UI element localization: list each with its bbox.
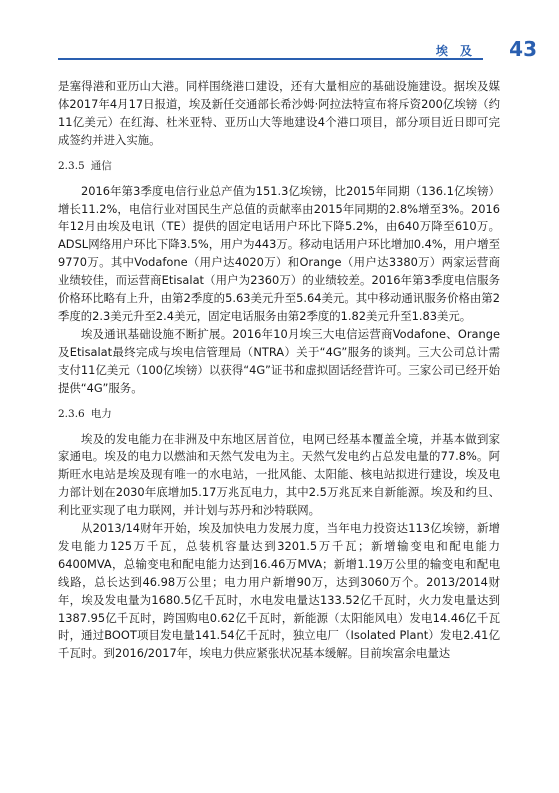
paragraph-ports: 是塞得港和亚历山大港。同样围绕港口建设，还有大量相应的基础设施建设。据埃及媒体2017年4月17日报道，埃及新任交通部长希沙姆·阿拉法特宣布将斥资200亿埃镑（约11亿美元）在红海、杜米亚特、亚历山大等地建设4个港口项目，部分项目近日即可完成签约并进入实施。 [58,79,500,147]
header-rule [58,58,483,60]
paragraph-power-overview: 埃及的发电能力在非洲及中东地区居首位，电网已经基本覆盖全境，并基本做到家家通电。埃及的电力以燃油和天然气发电为主。天然气发电约占总发电量的77.8%。阿斯旺水电站是埃及现有唯一的水电站，一批风能、太阳能、核电站拟进行建设，埃及电力部计划在2030年底增加5.17万兆瓦电力，其中2.5万兆瓦来自新能源。埃及和约旦、利比亚实现了电力联网，并计划与苏丹和沙特联网。 [58,431,500,518]
section-number: 2.3.5 [58,159,85,172]
page-number: 43 [509,37,537,61]
section-heading-telecom [58,158,500,173]
paragraph-telecom-stats: 2016年第3季度电信行业总产值为151.3亿埃镑，比2015年同期（136.1亿埃镑）增长11.2%，电信行业对国民生产总值的贡献率由2015年同期的2.8%增至3%。2016年12月由埃及电讯（TE）提供的固定电话用户环比下降5.2%，由640万降至610万。ADSL网络用户环比下降3.5%，用户为443万。移动电话用户环比增加0.4%，用户增至9770万。其中Vodafone（用户达4020万）和Orange（用户达3380万）两家运营商业绩较佳，而运营商Etisalat（用户为2360万）的业绩较差。2016年第3季度电信服务价格环比略有上升，由第2季度的5.63美元升至5.64美元。其中移动通讯服务价格由第2季度的2.3美元升至2.4美元，固定电话服务由第2季度的1.82美元升至1.83美元。 [58,183,500,323]
section-title: 通信 [90,159,112,172]
running-header [58,39,559,71]
chapter-title: 埃 及 [435,44,476,58]
paragraph-telecom-infrastructure: 埃及通讯基础设施不断扩展。2016年10月埃三大电信运营商Vodafone、Orange及Etisalat最终完成与埃电信管理局（NTRA）关于“4G”服务的谈判。三大公司总计需支付11亿美元（100亿埃镑）以获得“4G”证书和虚拟固话经营许可。三家公司已经开始提供“4G”服务。 [58,326,500,395]
page-body [58,78,500,663]
section-title: 电力 [90,407,112,420]
section-number: 2.3.6 [58,407,85,420]
paragraph-power-investment: 从2013/14财年开始，埃及加快电力发展力度，当年电力投资达113亿埃镑，新增发电能力125万千瓦，总装机容量达到3201.5万千瓦；新增输变电和配电能力6400MVA，总输变电和配电能力达到16.46万MVA；新增1.19万公里的输变电和配电线路，总长达到46.98万公里；电力用户新增90万，达到3060万个。2013/2014财年，埃及发电量为1680.5亿千瓦时，水电发电量达133.52亿千瓦时，火力发电量达到1387.95亿千瓦时，跨国购电0.62亿千瓦时，新能源（太阳能风电）发电14.46亿千瓦时，通过BOOT项目发电量141.54亿千瓦时，独立电厂（Isolated Plant）发电2.41亿千瓦时。到2016/2017年，埃电力供应紧张状况基本缓解。目前埃富余电量达 [58,521,500,661]
section-heading-power [58,406,500,421]
